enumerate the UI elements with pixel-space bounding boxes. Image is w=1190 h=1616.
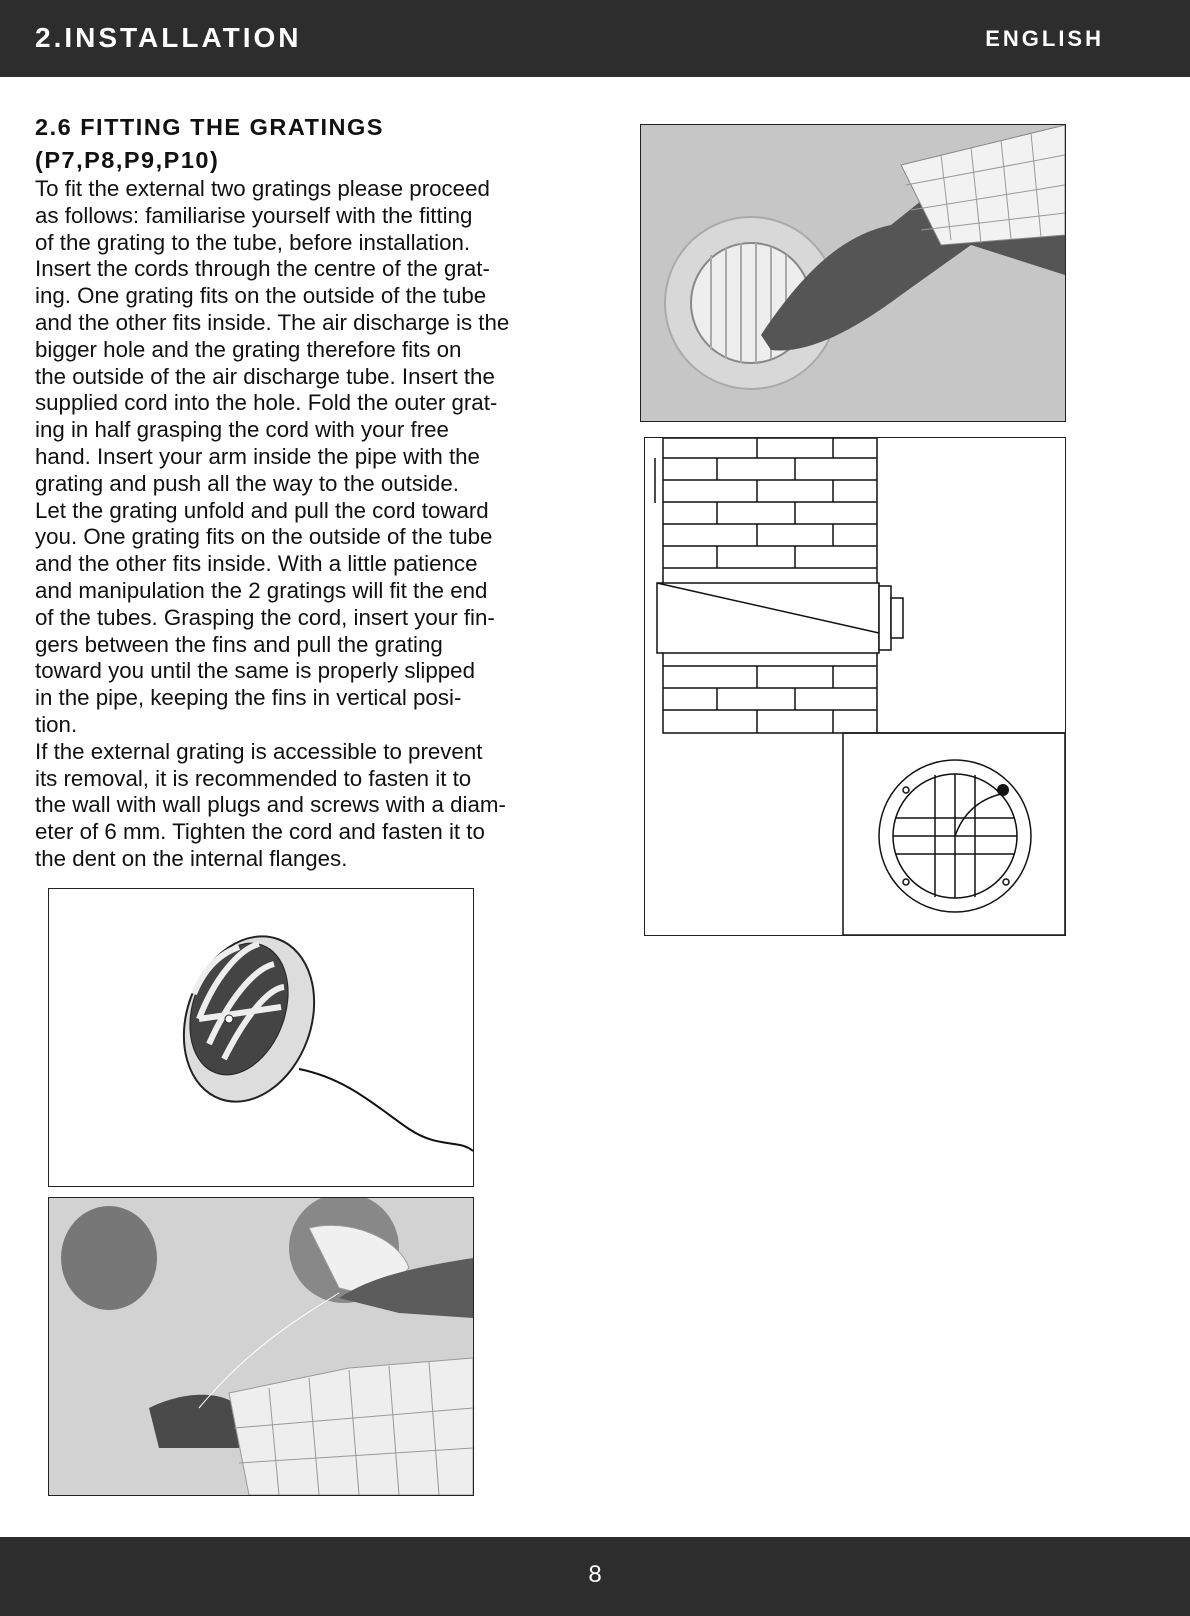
text-line: toward you until the same is properly slipped (35, 658, 475, 684)
diagram-wall-section (644, 437, 1066, 936)
text-line: its removal, it is recommended to fasten it to (35, 765, 472, 791)
text-line: supplied cord into the hole. Fold the outer grat- (35, 390, 498, 416)
text-line: bigger hole and the grating therefore fits on (35, 336, 462, 362)
text-line: gers between the fins and pull the grating (35, 631, 443, 657)
text-line: hand. Insert your arm inside the pipe with the (35, 443, 480, 469)
text-line: ing in half grasping the cord with your free (35, 417, 449, 443)
text-line: Let the grating unfold and pull the cord toward (35, 497, 489, 523)
text-line: you. One grating fits on the outside of the tube (35, 524, 493, 550)
photo-inserting-grating (48, 1197, 474, 1496)
text-line: of the tubes. Grasping the cord, insert your fin- (35, 604, 495, 630)
text-line: the wall with wall plugs and screws with a diam- (35, 792, 506, 818)
title-line: (P7,P8,P9,P10) (35, 147, 220, 173)
text-line: the outside of the air discharge tube. Insert the (35, 363, 495, 389)
header-bar (0, 0, 1190, 77)
text-line: in the pipe, keeping the fins in vertical posi- (35, 685, 462, 711)
title-line: 2.6 FITTING THE GRATINGS (35, 114, 384, 140)
page-number: 8 (588, 1561, 602, 1588)
text-line: of the grating to the tube, before installation. (35, 229, 471, 255)
text-line: and the other fits inside. The air discharge is the (35, 309, 510, 335)
text-line: the dent on the internal flanges. (35, 845, 348, 871)
text-line: eter of 6 mm. Tighten the cord and fasten it to (35, 819, 485, 845)
text-line: ing. One grating fits on the outside of the tube (35, 283, 487, 309)
subsection-title (35, 111, 384, 177)
text-line: If the external grating is accessible to prevent (35, 738, 483, 764)
text-line: and manipulation the 2 gratings will fit the end (35, 577, 488, 603)
section-heading: 2.INSTALLATION (35, 22, 302, 53)
text-line: Insert the cords through the centre of the grat- (35, 256, 490, 282)
text-line: To fit the external two gratings please proceed (35, 176, 490, 201)
footer-bar (0, 1537, 1190, 1616)
text-line: grating and push all the way to the outside. (35, 470, 459, 496)
text-line: and the other fits inside. With a little patience (35, 551, 478, 577)
language-label: ENGLISH (985, 26, 1104, 51)
instructions-text (35, 176, 615, 873)
drawing-grating-with-cord (48, 888, 474, 1187)
photo-grating-installed (640, 124, 1066, 422)
text-line: tion. (35, 711, 78, 737)
text-line: as follows: familiarise yourself with the fitting (35, 202, 473, 228)
